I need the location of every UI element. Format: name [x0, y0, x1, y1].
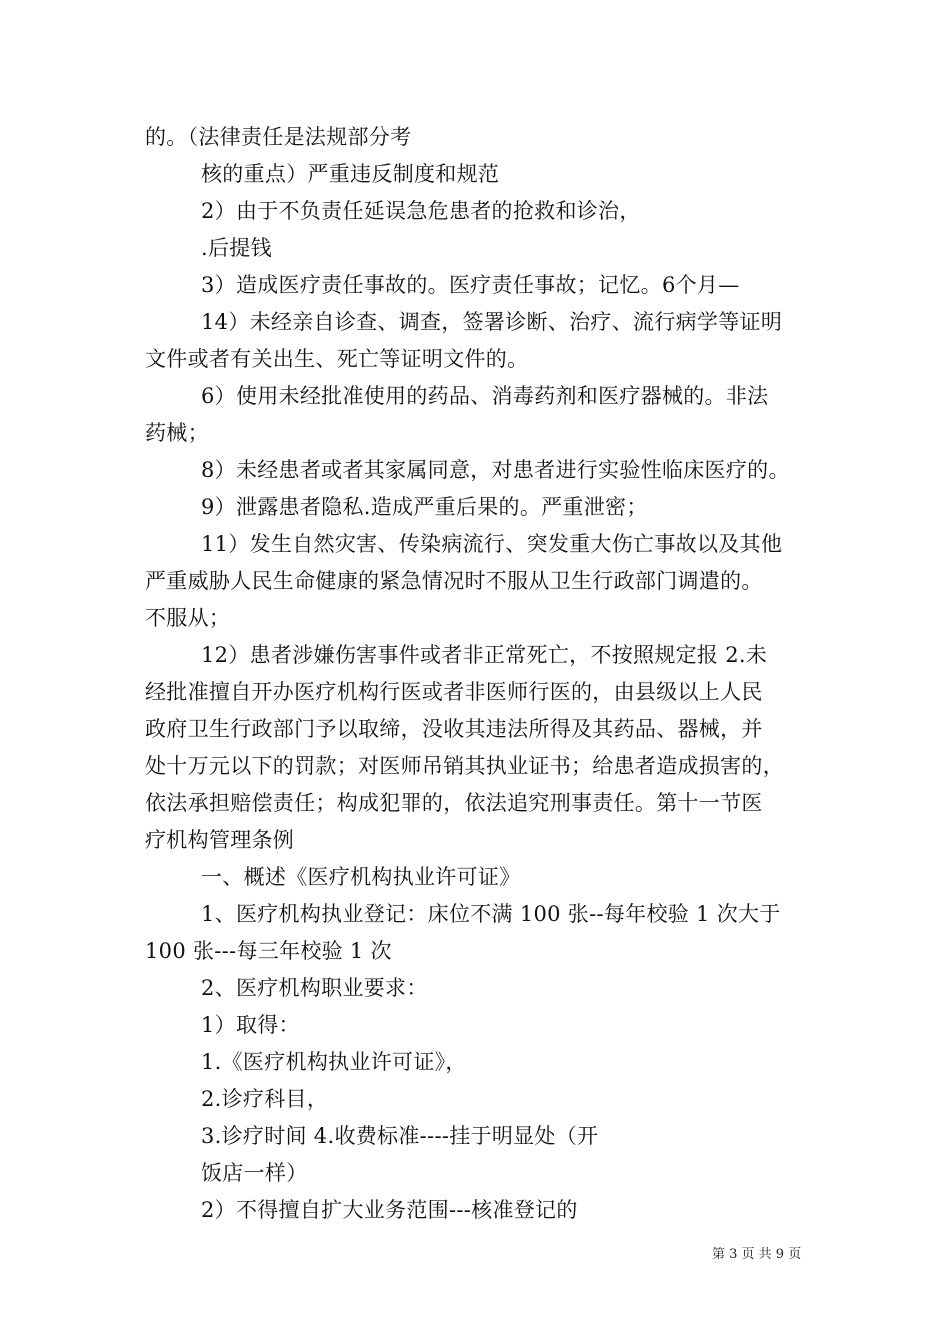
- page-number: 第 3 页 共 9 页: [712, 1247, 802, 1262]
- text-line-14: 不服从；: [145, 606, 231, 630]
- text-line-16: 经批准擅自开办医疗机构行医或者非医师行医的，由县级以上人民: [145, 680, 763, 704]
- text-line-8: 6）使用未经批准使用的药品、消毒药剂和医疗器械的。非法: [201, 384, 769, 408]
- text-line-12: 11）发生自然灾害、传染病流行、突发重大伤亡事故以及其他: [201, 532, 783, 556]
- text-line-5: 3）造成医疗责任事故的。医疗责任事故；记忆。6个月—: [201, 273, 740, 297]
- text-line-15: 12）患者涉嫌伤害事件或者非正常死亡，不按照规定报 2.未: [201, 643, 768, 667]
- text-line-22: 1、医疗机构执业登记：床位不满 100 张--每年校验 1 次大于: [201, 902, 781, 926]
- text-line-25: 1）取得：: [201, 1013, 300, 1037]
- text-line-9: 药械；: [145, 421, 209, 445]
- text-line-24: 2、医疗机构职业要求：: [201, 976, 428, 1000]
- text-line-4: .后提钱: [201, 236, 272, 260]
- text-line-7: 文件或者有关出生、死亡等证明文件的。: [145, 347, 529, 371]
- text-line-13: 严重威胁人民生命健康的紧急情况时不服从卫生行政部门调遣的。: [145, 569, 763, 593]
- text-line-11: 9）泄露患者隐私.造成严重后果的。严重泄密；: [201, 495, 648, 519]
- text-line-30: 2）不得擅自扩大业务范围---核准登记的: [201, 1198, 578, 1222]
- text-line-27: 2.诊疗科目，: [201, 1087, 329, 1111]
- text-line-20: 疗机构管理条例: [145, 828, 295, 852]
- text-line-19: 依法承担赔偿责任；构成犯罪的，依法追究刑事责任。第十一节医: [145, 791, 763, 815]
- text-line-10: 8）未经患者或者其家属同意，对患者进行实验性临床医疗的。: [201, 458, 790, 482]
- text-line-28: 3.诊疗时间 4.收费标准----挂于明显处（开: [201, 1124, 599, 1148]
- text-line-1: 的。（法律责任是法规部分考: [145, 125, 412, 149]
- text-line-18: 处十万元以下的罚款；对医师吊销其执业证书；给患者造成损害的，: [145, 754, 784, 778]
- text-line-26: 1.《医疗机构执业许可证》，: [201, 1050, 467, 1074]
- text-line-23: 100 张---每三年校验 1 次: [145, 939, 392, 963]
- text-line-21: 一、概述《医疗机构执业许可证》: [201, 865, 521, 889]
- text-line-17: 政府卫生行政部门予以取缔，没收其违法所得及其药品、器械，并: [145, 717, 763, 741]
- text-line-6: 14）未经亲自诊查、调查，签署诊断、治疗、流行病学等证明: [201, 310, 783, 334]
- text-line-2: 核的重点）严重违反制度和规范: [201, 162, 500, 186]
- text-line-29: 饭店一样）: [201, 1161, 308, 1185]
- text-line-3: 2）由于不负责任延误急危患者的抢救和诊治，: [201, 199, 641, 223]
